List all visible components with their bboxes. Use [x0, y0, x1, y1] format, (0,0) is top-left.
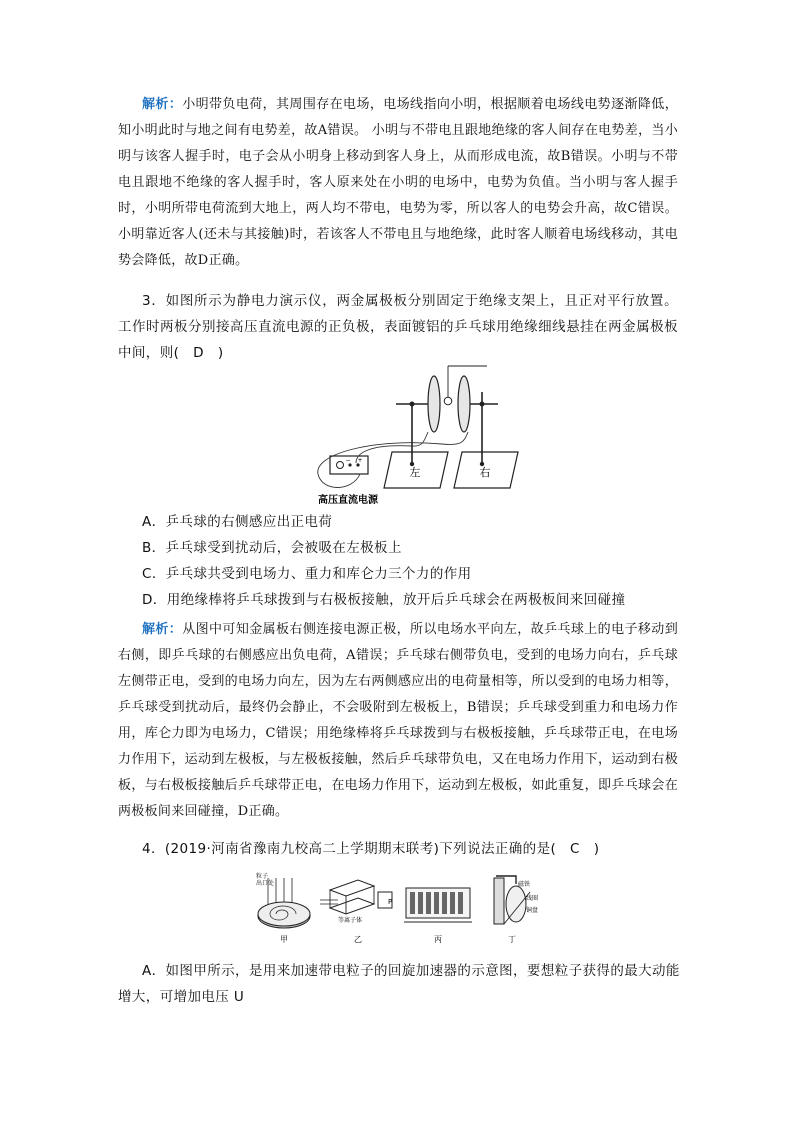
question-4-option-a-line1: A．如图甲所示，是用来加速带电粒子的回旋加速器的示意图，要想粒子获得的最大动能: [142, 963, 680, 979]
explanation-text: 从图中可知金属板右侧连接电源正极，所以电场水平向左，故乒乓球上的电子移动到右侧，即乒乓球的右侧感应出负电荷，A错误；乒乓球右侧带负电，受到的电场力向右，乒乓球左侧带正电，受到的电场力向左，因为左右两侧感应出的电荷量相等，所以受到的电场力相等，乒乓球受到扰动后，最终仍会静止，不会吸附到左极板上，B错误；乒乓球受到重力和电场力作用，库仑力即为电场力，C错误；用绝缘棒将乒乓球拨到与右极板接触，乒乓球带正电，在电场力作用下，运动到左极板，与左极板接触，然后乒乓球带负电，又在电场力作用下，运动到右极板，与右极板接触后乒乓球带正电，在电场力作用下，运动到左极板，如此重复，即乒乓球会在两极板间来回碰撞，D正确。: [118, 622, 678, 819]
four-devices-diagram: [254, 870, 550, 946]
question-4-figures: [254, 870, 550, 946]
question-4-stem: 4．(2019·河南省豫南九校高二上学期期末联考)下列说法正确的是( C ): [142, 841, 600, 857]
left-label: 左: [409, 466, 421, 479]
mhd-letter: P: [388, 898, 393, 906]
cyclotron-note-2: 出口处: [256, 880, 275, 887]
power-supply-label: 高压直流电源: [318, 495, 378, 506]
explanation-q3: [118, 617, 678, 825]
disc-note-3: 铜盘: [526, 907, 539, 914]
explanation-label: 解析：: [142, 97, 183, 112]
terminal-minus-label: −: [345, 457, 351, 464]
label-ding: 丁: [508, 935, 516, 944]
disc-generator-figure: [494, 876, 538, 944]
linear-accelerator-figure: [404, 888, 472, 944]
electrostatic-demo-diagram: [312, 364, 522, 506]
question-3-stem: 3．如图所示为静电力演示仪，两金属极板分别固定于绝缘支架上，且正对平行放置。工作时两板分别接高压直流电源的正负极，表面镀铝的乒乓球用绝缘细线悬挂在两金属极板中间，则( D ): [118, 293, 678, 361]
cyclotron-figure: [256, 872, 310, 944]
option-b: B．乒乓球受到扰动后，会被吸在左极板上: [142, 540, 402, 556]
right-label: 右: [479, 466, 491, 479]
ping-pong-ball: [444, 397, 452, 405]
label-bing: 丙: [434, 935, 442, 944]
mhd-note: 等离子体: [338, 917, 363, 924]
option-c: C．乒乓球共受到电场力、重力和库仑力三个力的作用: [142, 566, 472, 582]
option-a: A．乒乓球的右侧感应出正电荷: [142, 514, 333, 530]
disc-note-1: 磁铁: [518, 881, 531, 888]
option-d: D．用绝缘棒将乒乓球拨到与右极板接触，放开后乒乓球会在两极板间来回碰撞: [142, 592, 626, 608]
cyclotron-note-1: 粒子: [256, 873, 269, 880]
label-yi: 乙: [354, 935, 362, 944]
explanation-label: 解析：: [142, 622, 183, 637]
disc-note-2: 线圈: [526, 895, 539, 902]
label-jia: 甲: [280, 935, 288, 944]
left-plate: [428, 376, 440, 432]
explanation-q2: [118, 92, 678, 274]
right-plate: [458, 376, 470, 432]
electrostatic-demo-figure: [312, 364, 522, 506]
question-4-option-a-line2: 增大，可增加电压 U: [118, 989, 245, 1005]
explanation-text: 小明带负电荷，其周围存在电场，电场线指向小明，根据顺着电场线电势逐渐降低，知小明此时与地之间有电势差，故A错误。 小明与不带电且跟地绝缘的客人间存在电势差，当小明与该客人握手时，电子会从小明身上移动到客人身上，从而形成电流，故B错误。小明与不带电且跟地不绝缘的客人握手时，客人原来处在小明的电场中，电势为负值。当小明与客人握手时，小明所带电荷流到大地上，两人均不带电，电势为零，所以客人的电势会升高，故C错误。 小明靠近客人(还未与其接触)时，若该客人不带电且与地绝缘，此时客人顺着电场线移动，其电势会降低，故D正确。: [118, 97, 679, 268]
terminal-plus-label: +: [357, 457, 363, 464]
mhd-generator-figure: [320, 880, 392, 944]
